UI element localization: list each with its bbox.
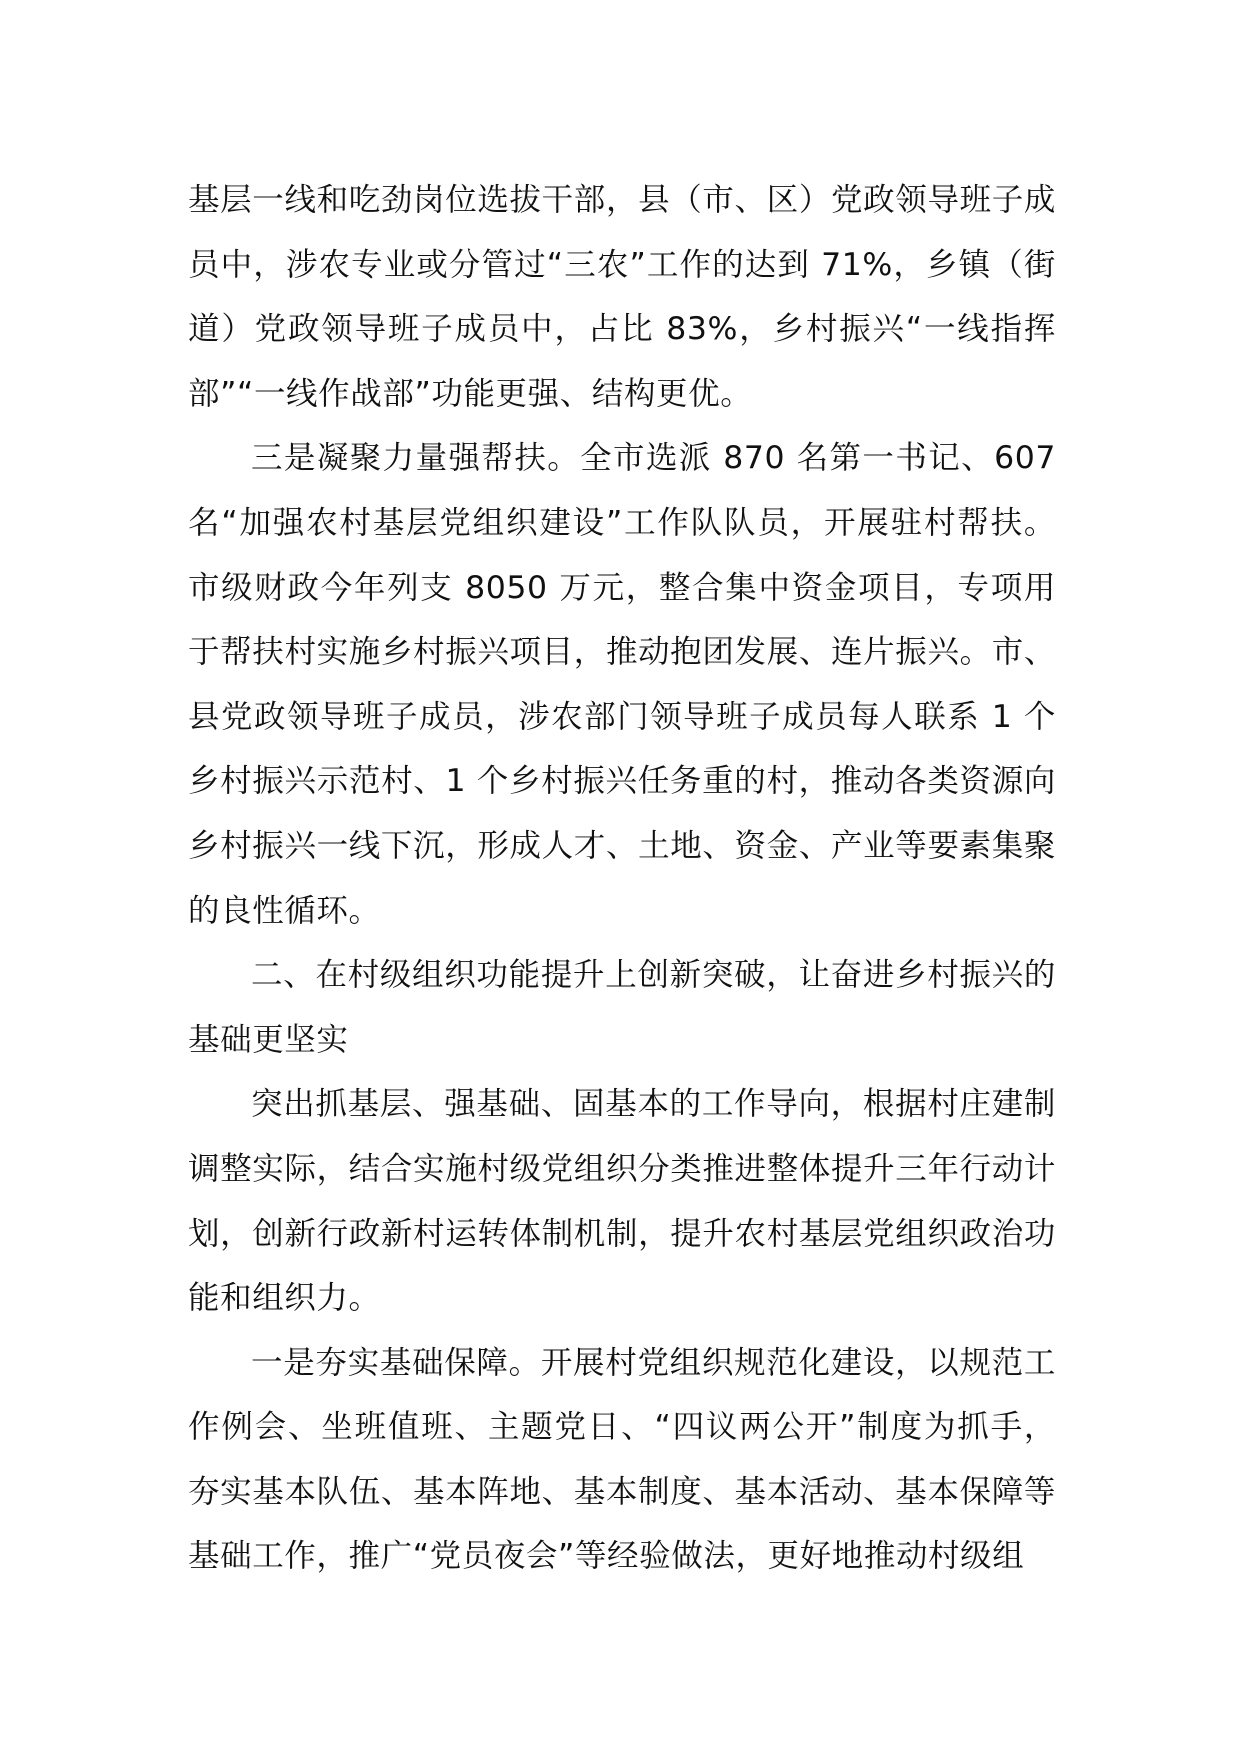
document-body: [188, 168, 1056, 1589]
paragraph-section-two-intro: 突出抓基层、强基础、固基本的工作导向，根据村庄建制调整实际，结合实施村级党组织分类推进整体提升三年行动计划，创新行政新村运转体制机制，提升农村基层党组织政治功能和组织力。: [188, 1086, 1056, 1317]
paragraph-cadre-selection: 基层一线和吃劲岗位选拔干部，县（市、区）党政领导班子成员中，涉农专业或分管过“三农”工作的达到 71%，乡镇（街道）党政领导班子成员中，占比 83%，乡村振兴“一线指挥部”“一线作战部”功能更强、结构更优。: [188, 182, 1056, 412]
section-heading-two: 二、在村级组织功能提升上创新突破，让奋进乡村振兴的基础更坚实: [188, 957, 1056, 1058]
paragraph-point-three-assistance: 三是凝聚力量强帮扶。全市选派 870 名第一书记、607 名“加强农村基层党组织建设”工作队队员，开展驻村帮扶。市级财政今年列支 8050 万元，整合集中资金项目，专项用于帮扶村实施乡村振兴项目，推动抱团发展、连片振兴。市、县党政领导班子成员，涉农部门领导班子成员每人联系 1 个乡村振兴示范村、1 个乡村振兴任务重的村，推动各类资源向乡村振兴一线下沉，形成人才、土地、资金、产业等要素集聚的良性循环。: [188, 440, 1056, 929]
paragraph-point-one-foundation: 一是夯实基础保障。开展村党组织规范化建设，以规范工作例会、坐班值班、主题党日、“四议两公开”制度为抓手，夯实基本队伍、基本阵地、基本制度、基本活动、基本保障等基础工作，推广“党员夜会”等经验做法，更好地推动村级组: [188, 1344, 1056, 1575]
